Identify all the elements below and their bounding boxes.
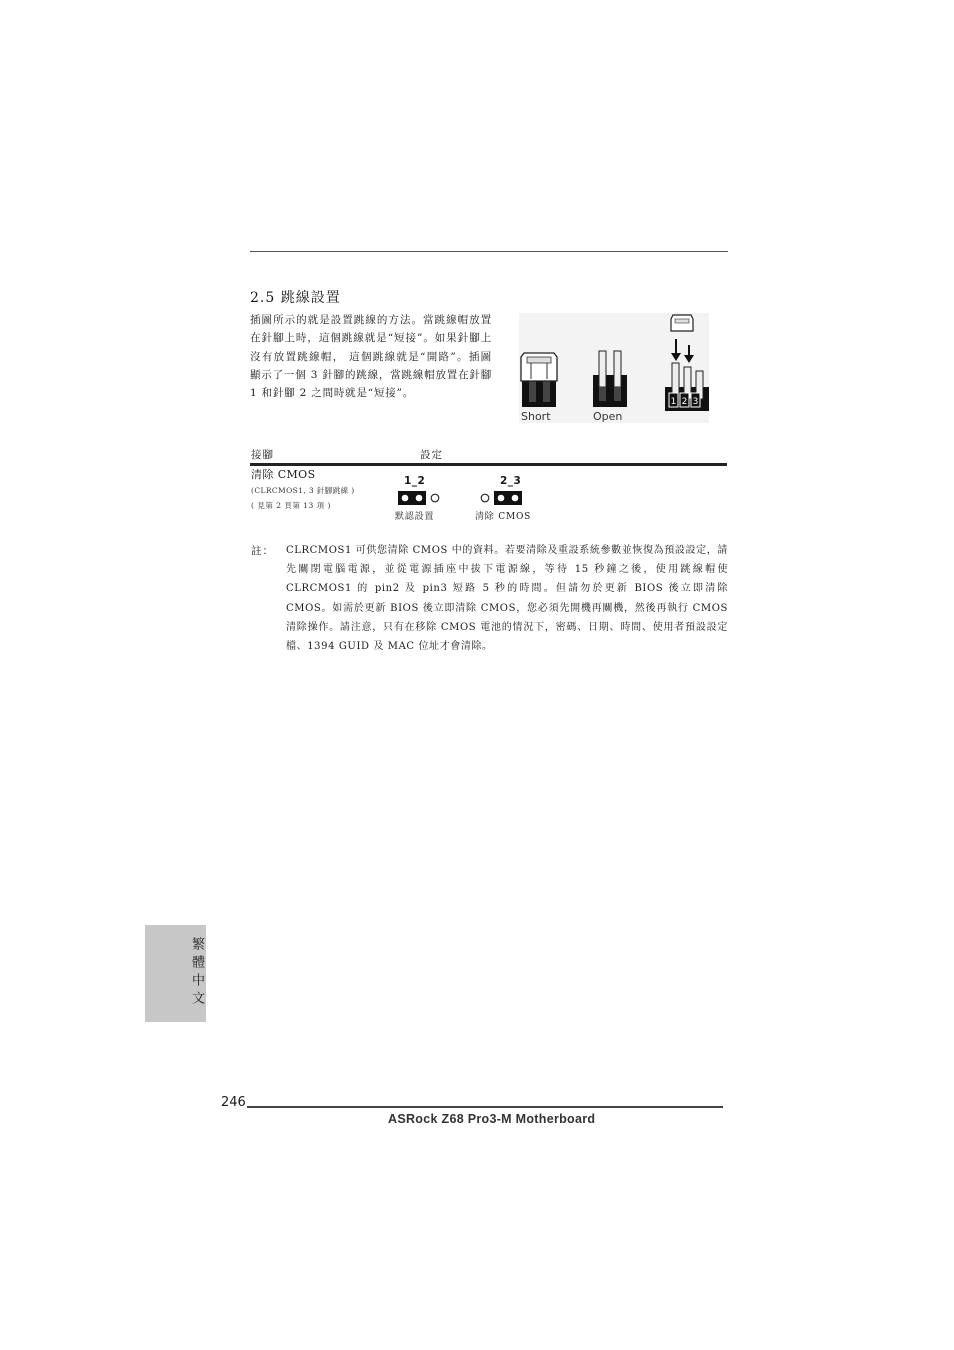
jumper-illustration [519, 313, 709, 423]
note-text: CLRCMOS1 可供您清除 CMOS 中的資料。若要清除及重設系統參數並恢復為預設設定，請先關閉電腦電源，並從電源插座中拔下電源線，等待 15 秒鐘之後，使用跳線帽使 CLRCMOS1 的 pin2 及 pin3 短路 5 秒的時間。但請勿於更新 BIOS 後立即清除 CMOS。如需於更新 BIOS 後立即清除 CMOS，您必須先開機再關機，然後再執行 CMOS 清除操作。請注意，只有在移除 CMOS 電池的情況下，密碼、日期、時間、使用者預設設定檔、1394 GUID 及 MAC 位址才會清除。 [286, 545, 728, 653]
header-rule [250, 251, 728, 252]
footer-product-name: ASRock Z68 Pro3-M Motherboard [388, 1112, 596, 1126]
jumper-illustration-svg [519, 313, 709, 423]
short-label: Short [521, 410, 551, 423]
jumper-reference: ( 見第 2 頁第 13 項 ) [251, 501, 331, 510]
open-label: Open [593, 410, 623, 423]
clear-cmos-caption: 清除 CMOS [475, 512, 532, 522]
footer-rule [247, 1106, 723, 1108]
three-pin-jumper [665, 315, 709, 411]
pin-number-2: 2 [681, 397, 688, 407]
default-setting-caption: 默認設置 [395, 512, 435, 522]
table-header-rule [250, 463, 727, 466]
language-tab-label: 繁體中文 [189, 937, 204, 1009]
table-col-header: 接腳 [251, 449, 274, 461]
jumper-subtitle: (CLRCMOS1, 3 針腳跳線 ) [251, 486, 355, 495]
pin-number-3: 3 [692, 397, 699, 407]
note-label: 註： [251, 545, 274, 557]
table-col-setting: 設定 [420, 449, 443, 461]
jumper-name: 清除 CMOS [251, 468, 316, 481]
default-setting-diagram [397, 490, 443, 510]
pin-number-1: 1 [670, 397, 677, 407]
short-jumper [521, 353, 557, 407]
page-number: 246 [221, 1095, 246, 1110]
section-title: 2.5 跳線設置 [250, 290, 341, 306]
intro-paragraph: 插圖所示的就是設置跳線的方法。當跳線帽放置在針腳上時，這個跳線就是“短接”。如果針腳上沒有放置跳線帽， 這個跳線就是“開路”。插圖顯示了一個 3 針腳的跳線，當跳線帽放置在針腳 1 和針腳 2 之間時就是“短接”。 [250, 314, 492, 400]
pins-1-2-label: 1_2 [404, 475, 426, 487]
language-tab [145, 925, 206, 1022]
pins-2-3-label: 2_3 [500, 475, 522, 487]
clear-cmos-diagram [477, 490, 523, 510]
open-jumper [593, 351, 627, 407]
